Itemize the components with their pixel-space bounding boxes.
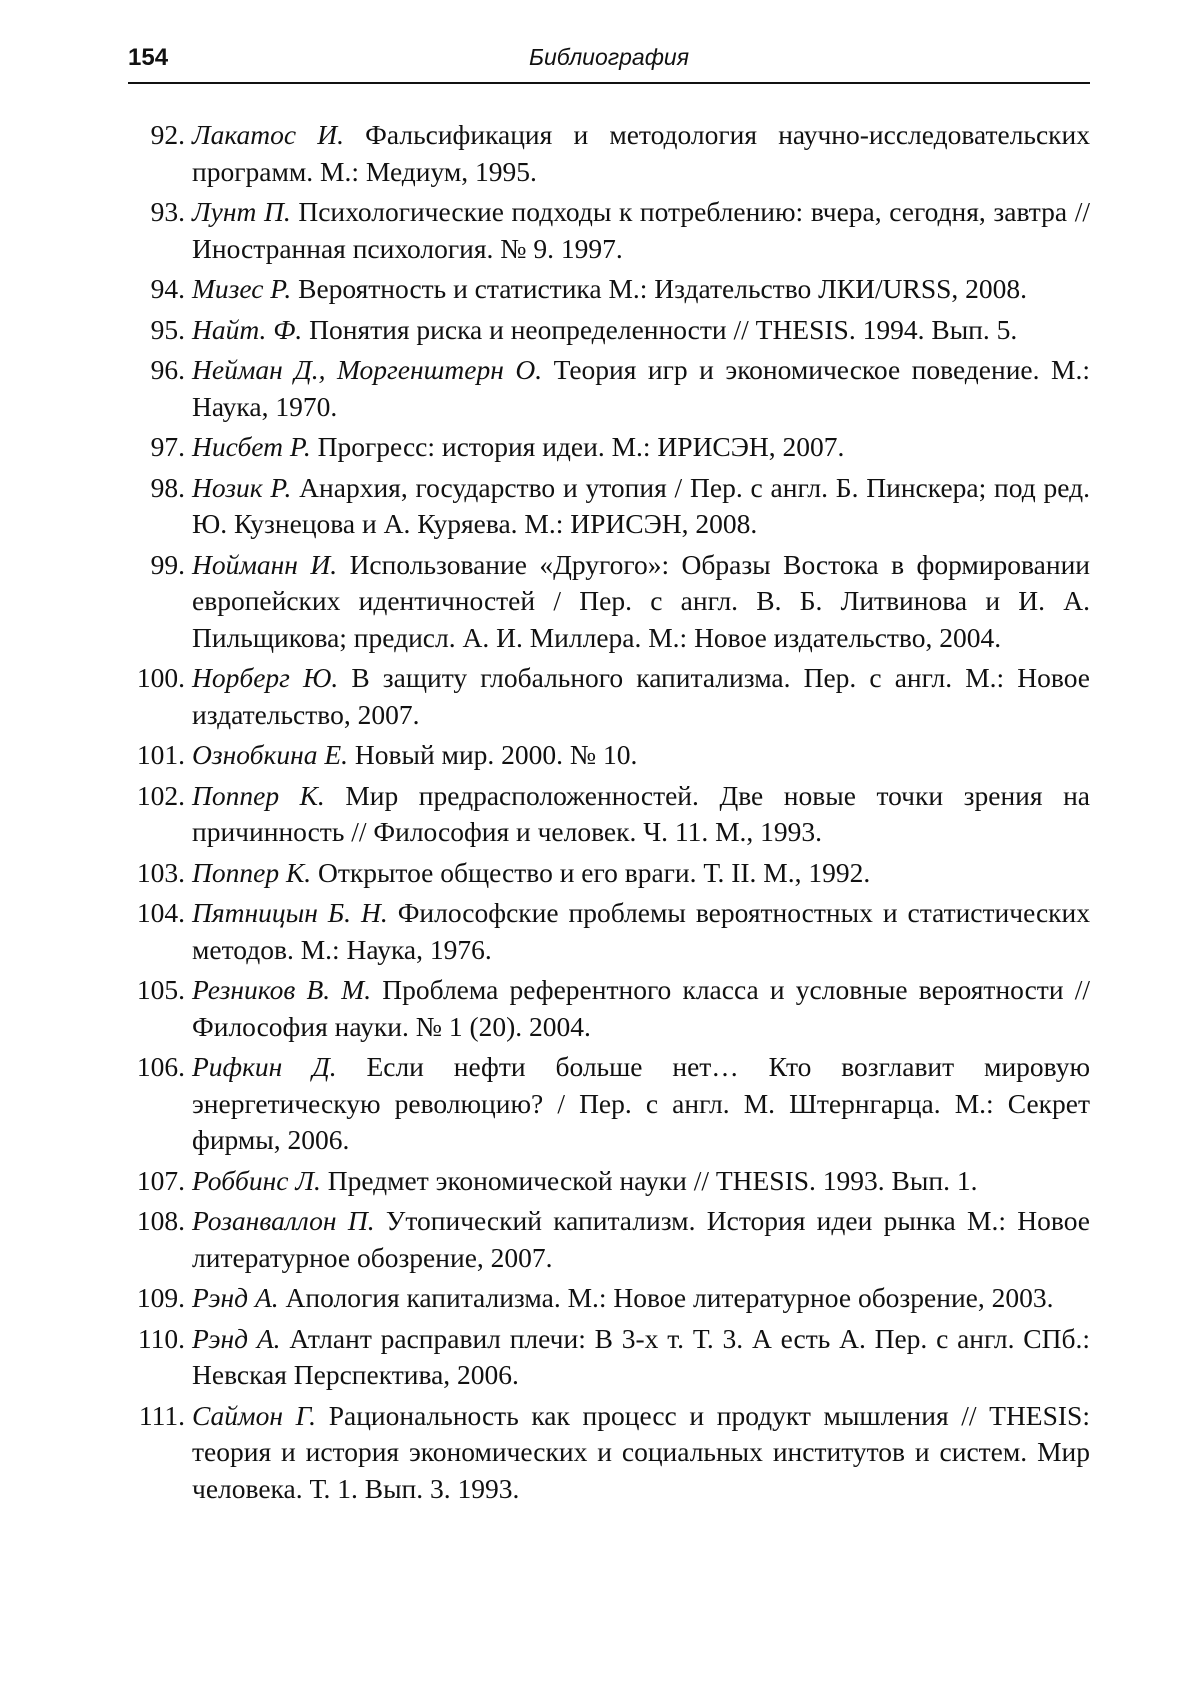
entry-author: Нисбет Р. (192, 431, 311, 462)
entry-number: 96. (150, 354, 185, 385)
entry-number: 103. (136, 856, 185, 888)
entry-text: Открытое общество и его враги. Т. II. М., 1992. (317, 856, 871, 888)
entry-text: Если нефти больше нет… Кто возглавит мировую энергетическую революцию? / Пер. с англ. М. Штернгарца. М.: Секрет фирмы, 2006. (192, 1051, 1090, 1155)
running-title: Библиография (529, 44, 689, 70)
bibliography-entry (128, 1280, 1090, 1317)
entry-number: 104. (136, 897, 185, 928)
entry-author: Поппер К. (192, 779, 325, 811)
entry-number: 99. (150, 548, 185, 580)
entry-number: 92. (150, 119, 185, 150)
page-header (128, 36, 1090, 84)
bibliography-entry (128, 470, 1090, 543)
entry-text: Рациональность как процесс и продукт мышления // THESIS: теория и история экономических и социальных институтов и систем. Мир человека. Т. 1. Вып. 3. 1993. (192, 1399, 1090, 1504)
entry-text: Утопический капитализм. История идеи рынка М.: Новое литературное обозрение, 2007. (192, 1205, 1090, 1273)
entry-number: 94. (150, 273, 185, 304)
entry-author: Мизес Р. (192, 273, 292, 304)
entry-number: 95. (150, 313, 185, 345)
bibliography-entry (128, 895, 1090, 968)
bibliography-entry (128, 117, 1090, 190)
entry-author: Нойманн И. (192, 548, 338, 580)
entry-text: Психологические подходы к потреблению: вчера, сегодня, завтра // Иностранная психология. № 9. 1997. (192, 196, 1091, 264)
bibliography-entry (128, 855, 1090, 892)
bibliography-list (128, 117, 1090, 1511)
bibliography-entry (128, 271, 1090, 308)
entry-number: 105. (136, 974, 185, 1005)
entry-text: Понятия риска и неопределенности // THESIS. 1994. Вып. 5. (309, 313, 1018, 345)
entry-text: Предмет экономической науки // THESIS. 1993. Вып. 1. (327, 1164, 978, 1196)
bibliography-entry (128, 972, 1090, 1045)
entry-number: 108. (136, 1205, 185, 1236)
entry-author: Розанваллон П. (192, 1205, 375, 1236)
entry-author: Ознобкина Е. (192, 739, 349, 770)
entry-text: Прогресс: история идеи. М.: ИРИСЭН, 2007. (317, 431, 845, 462)
bibliography-entry (128, 352, 1090, 425)
entry-number: 102. (136, 779, 185, 811)
bibliography-entry (128, 312, 1090, 349)
entry-text: Теория игр и экономическое поведение. М.: Наука, 1970. (192, 354, 1090, 422)
bibliography-entry (128, 778, 1090, 851)
entry-number: 101. (136, 739, 185, 770)
entry-number: 109. (136, 1282, 185, 1313)
bibliography-entry (128, 547, 1090, 657)
bibliography-entry (128, 1203, 1090, 1276)
entry-number: 107. (136, 1164, 185, 1196)
entry-author: Лакатос И. (192, 119, 345, 150)
entry-number: 110. (137, 1322, 185, 1354)
bibliography-entry (128, 660, 1090, 733)
entry-text: Новый мир. 2000. № 10. (354, 739, 638, 770)
entry-text: Использование «Другого»: Образы Востока в формировании европейских идентичностей / Пер. с англ. В. Б. Литвинова и И. А. Пильщикова; предисл. А. И. Миллера. М.: Новое издательство, 2004. (192, 548, 1090, 653)
entry-number: 106. (136, 1051, 185, 1082)
entry-author: Рэнд А. (192, 1282, 279, 1313)
entry-author: Рэнд А. (192, 1322, 281, 1354)
entry-author: Роббинс Л. (192, 1164, 321, 1196)
entry-text: В защиту глобального капитализма. Пер. с англ. М.: Новое издательство, 2007. (192, 662, 1090, 730)
bibliography-entry (128, 1163, 1090, 1200)
bibliography-entry (128, 1049, 1090, 1159)
bibliography-entry (128, 429, 1090, 466)
bibliography-entry (128, 1398, 1090, 1508)
entry-text: Фальсификация и методология научно-исследовательских программ. М.: Медиум, 1995. (192, 119, 1091, 187)
entry-number: 97. (150, 431, 185, 462)
entry-author: Пятницын Б. Н. (192, 897, 388, 928)
bibliography-entry (128, 1321, 1090, 1394)
entry-text: Мир предрасположенностей. Две новые точки зрения на причинность // Философия и человек. Ч. 11. М., 1993. (192, 779, 1091, 847)
entry-text: Анархия, государство и утопия / Пер. с англ. Б. Пинскера; под ред. Ю. Кузнецова и А. Куряева. М.: ИРИСЭН, 2008. (192, 471, 1091, 539)
entry-author: Саймон Г. (192, 1399, 317, 1431)
entry-text: Атлант расправил плечи: В 3-х т. Т. 3. А есть А. Пер. с англ. СПб.: Невская Перспектива, 2006. (192, 1322, 1090, 1390)
bibliography-entry (128, 737, 1090, 774)
entry-author: Рифкин Д. (192, 1051, 337, 1082)
entry-author: Нозик Р. (192, 471, 292, 503)
entry-number: 98. (150, 471, 185, 503)
entry-text: Вероятность и статистика М.: Издательство ЛКИ/URSS, 2008. (298, 273, 1028, 304)
entry-text: Апология капитализма. М.: Новое литературное обозрение, 2003. (285, 1282, 1054, 1313)
entry-author: Нейман Д., Моргенштерн О. (192, 354, 543, 385)
entry-author: Поппер К. (192, 856, 312, 888)
entry-author: Норберг Ю. (192, 662, 339, 693)
entry-author: Резников В. М. (192, 974, 372, 1005)
entry-author: Лунт П. (192, 196, 291, 227)
bibliography-entry (128, 194, 1090, 267)
entry-text: Проблема референтного класса и условные вероятности // Философия науки. № 1 (20). 2004. (192, 974, 1091, 1042)
entry-number: 111. (138, 1399, 185, 1431)
entry-text: Философские проблемы вероятностных и статистических методов. М.: Наука, 1976. (192, 897, 1090, 965)
page-number: 154 (128, 44, 169, 71)
entry-number: 100. (136, 662, 185, 693)
entry-author: Найт. Ф. (192, 313, 303, 345)
entry-number: 93. (150, 196, 185, 227)
